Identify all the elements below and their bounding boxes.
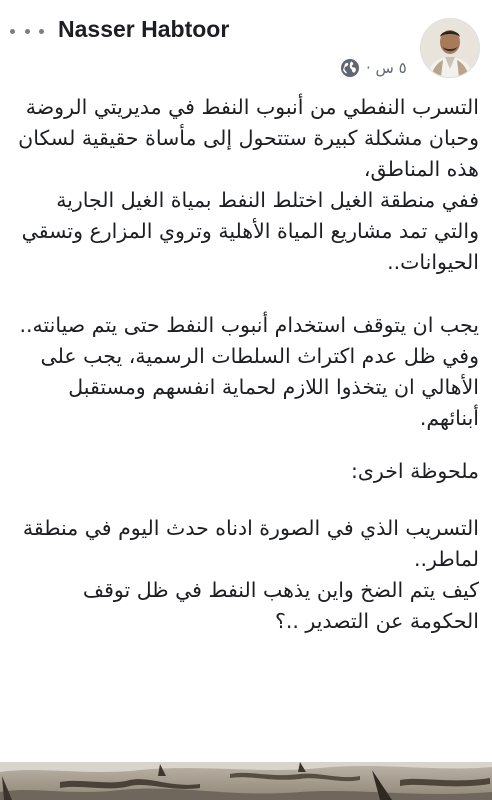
paragraph-spacer bbox=[14, 434, 479, 456]
post-meta bbox=[340, 56, 407, 80]
globe-icon[interactable] bbox=[340, 58, 360, 78]
post-paragraph: ففي منطقة الغيل اختلط النفط بمياة الغيل الجارية والتي تمد مشاريع المياة الأهلية وتروي المزارع وتسقي الحيوانات.. bbox=[21, 188, 479, 274]
paragraph-spacer bbox=[14, 487, 479, 513]
author-name[interactable]: Nasser Habtoor bbox=[58, 16, 230, 42]
post-paragraph: ملحوظة اخرى: bbox=[350, 459, 479, 483]
more-options-icon bbox=[10, 29, 15, 34]
more-options-button[interactable] bbox=[10, 22, 44, 40]
more-options-icon bbox=[25, 29, 30, 34]
post-paragraph: يجب ان يتوقف استخدام أنبوب النفط حتى يتم صيانته.. bbox=[19, 313, 479, 337]
post-header bbox=[0, 0, 492, 88]
paragraph-spacer bbox=[14, 278, 479, 310]
post-timestamp[interactable]: ٥ س · bbox=[366, 59, 407, 77]
post-photo[interactable] bbox=[0, 762, 492, 800]
post-paragraph: كيف يتم الضخ واين يذهب النفط في ظل توقف الحكومة عن التصدير ..؟ bbox=[82, 578, 479, 633]
author-avatar[interactable] bbox=[420, 18, 480, 78]
post-paragraph: التسرب النفطي من أنبوب النفط في مديريتي الروضة وحبان مشكلة كبيرة ستتحول إلى مأساة حقيقية لسكان هذه المناطق، bbox=[18, 95, 479, 181]
more-options-icon bbox=[39, 29, 44, 34]
oil-spill-photo bbox=[0, 762, 492, 800]
post-paragraph: التسريب الذي في الصورة ادناه حدث اليوم في منطقة لماطر.. bbox=[22, 516, 479, 571]
avatar-photo bbox=[421, 19, 479, 77]
post-paragraph: وفي ظل عدم اكتراث السلطات الرسمية، يجب على الأهالي ان يتخذوا اللازم لحماية انفسهم ومستقبل أبنائهم. bbox=[40, 344, 479, 430]
post-text bbox=[14, 92, 479, 637]
